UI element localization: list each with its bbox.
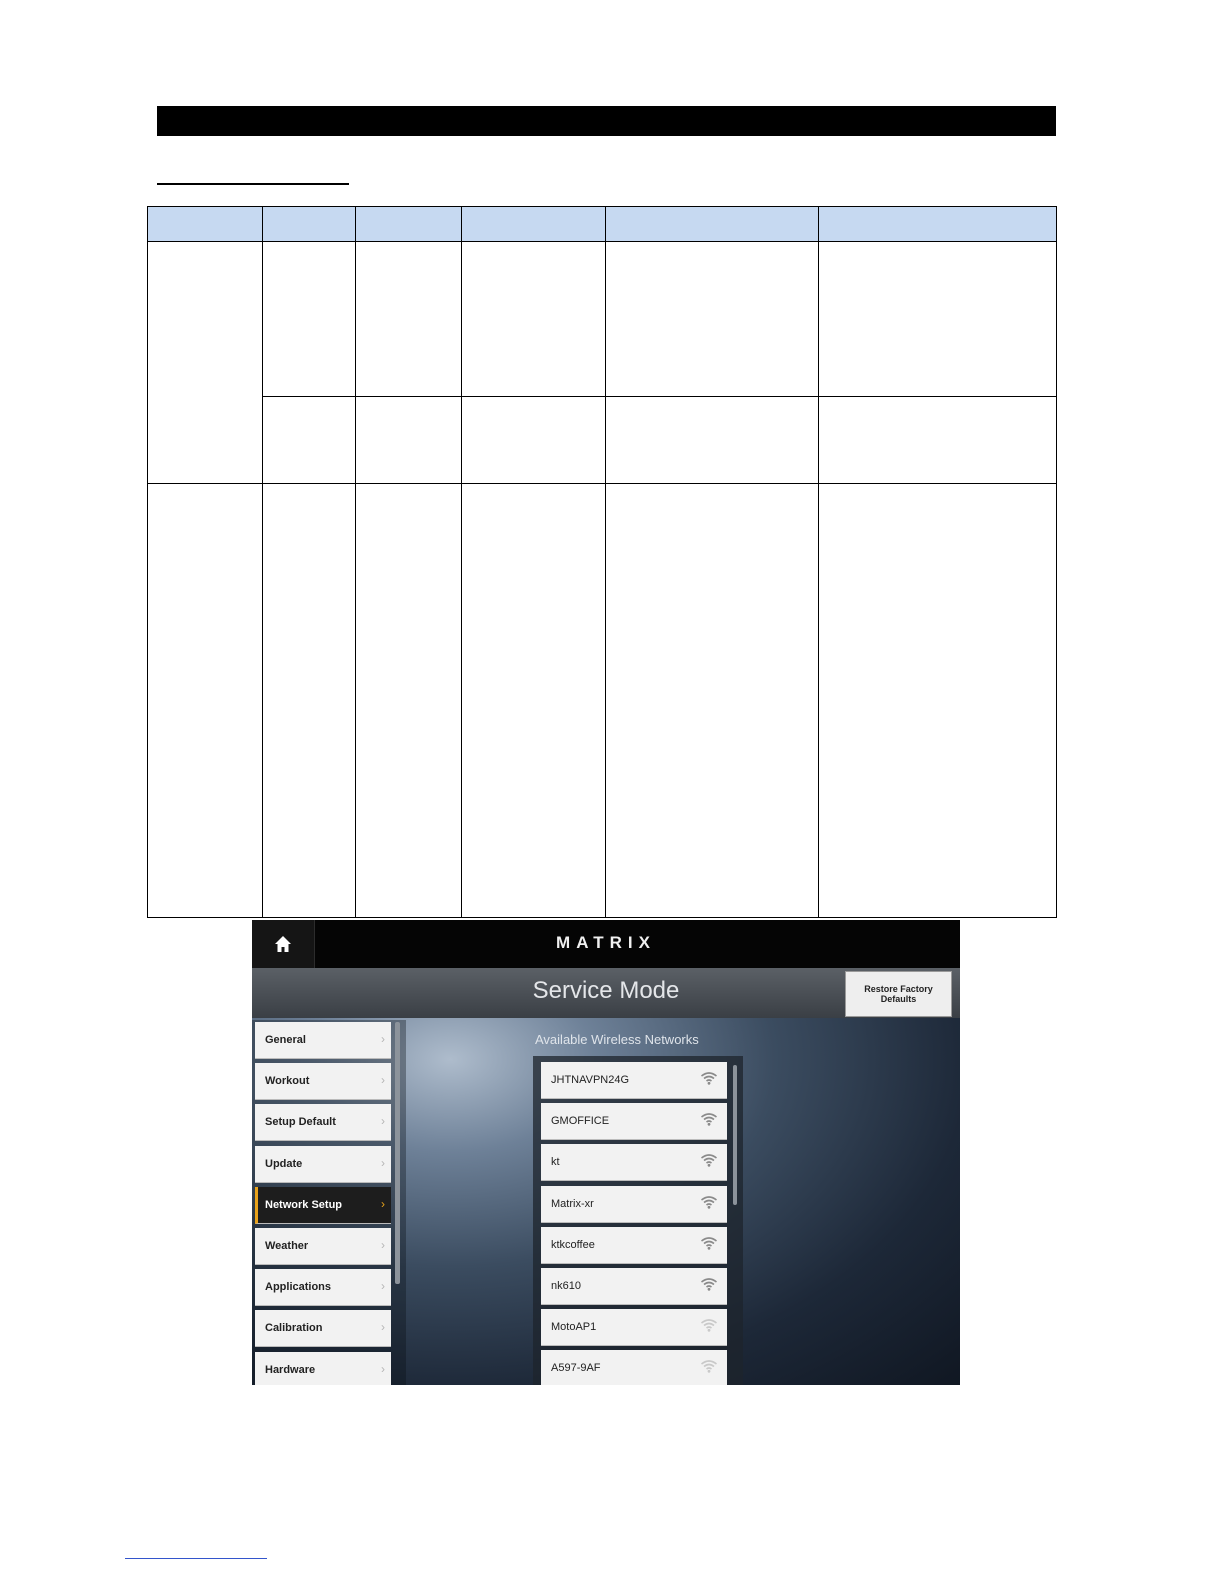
page-title: Service Mode xyxy=(532,977,680,1004)
networks-heading: Available Wireless Networks xyxy=(535,1032,699,1047)
header-cell xyxy=(819,207,1057,242)
menu-item-hardware[interactable] xyxy=(255,1352,391,1385)
wifi-icon xyxy=(700,1359,718,1373)
menu-item-setup-default[interactable] xyxy=(255,1104,391,1141)
chevron-right-icon: › xyxy=(381,1361,385,1376)
chevron-right-icon: › xyxy=(381,1238,385,1252)
network-item[interactable] xyxy=(541,1103,727,1140)
network-name: nk610 xyxy=(551,1280,581,1292)
header-cell xyxy=(356,207,462,242)
table-cell xyxy=(819,484,1057,918)
menu-item-label: General xyxy=(265,1034,306,1046)
network-item[interactable] xyxy=(541,1144,727,1181)
menu-item-label: Calibration xyxy=(265,1322,323,1335)
menu-item-network-setup[interactable] xyxy=(255,1187,391,1224)
menu-item-label: Hardware xyxy=(265,1363,316,1376)
menu-item-update[interactable] xyxy=(255,1146,391,1183)
network-name: JHTNAVPN24G xyxy=(551,1074,630,1086)
table-row xyxy=(148,242,1057,397)
menu-item-weather[interactable] xyxy=(255,1228,391,1265)
service-mode-screenshot xyxy=(252,920,960,1385)
underlined-heading xyxy=(157,183,349,185)
table-cell xyxy=(356,397,462,484)
chevron-right-icon: › xyxy=(381,1032,385,1046)
menu-item-label: Network Setup xyxy=(265,1198,343,1211)
wifi-icon xyxy=(700,1236,718,1250)
network-name: A597-9AF xyxy=(551,1362,601,1375)
section-header-bar xyxy=(157,106,1056,136)
restore-factory-defaults-button[interactable]: Restore Factory Defaults xyxy=(845,971,952,1017)
table-cell xyxy=(606,397,819,484)
table-cell xyxy=(356,484,462,918)
network-list-panel xyxy=(533,1056,743,1385)
table-cell xyxy=(606,484,819,918)
chevron-right-icon: › xyxy=(381,1155,385,1170)
chevron-right-icon: › xyxy=(381,1073,385,1088)
wifi-icon xyxy=(700,1071,718,1085)
wifi-icon xyxy=(700,1277,718,1291)
table-row xyxy=(148,484,1057,918)
network-item[interactable] xyxy=(541,1309,727,1346)
menu-item-label: Workout xyxy=(265,1075,310,1088)
header-cell xyxy=(462,207,606,242)
menu-item-label: Update xyxy=(265,1157,303,1170)
table-cell xyxy=(462,242,606,397)
wifi-icon xyxy=(700,1112,718,1126)
table-cell xyxy=(462,484,606,918)
document-table xyxy=(147,206,1057,918)
chevron-right-icon: › xyxy=(381,1196,385,1211)
network-scrollbar[interactable] xyxy=(733,1065,737,1205)
table-cell xyxy=(606,242,819,397)
wifi-icon xyxy=(700,1318,718,1332)
network-item[interactable] xyxy=(541,1062,727,1099)
chevron-right-icon: › xyxy=(381,1320,385,1335)
table-cell xyxy=(356,242,462,397)
header-cell xyxy=(148,207,263,242)
header-cell xyxy=(263,207,356,242)
top-bar xyxy=(252,920,960,968)
table-header-row xyxy=(148,207,1057,242)
network-name: ktkcoffee xyxy=(551,1238,595,1251)
table-cell xyxy=(148,242,263,484)
menu-item-applications[interactable] xyxy=(255,1269,391,1306)
menu-item-label: Weather xyxy=(265,1240,309,1252)
brand-logo: MATRIX xyxy=(556,933,656,952)
menu-item-workout[interactable] xyxy=(255,1063,391,1100)
menu-item-label: Applications xyxy=(265,1281,332,1294)
table-cell xyxy=(263,397,356,484)
network-item[interactable] xyxy=(541,1227,727,1264)
wifi-icon xyxy=(700,1195,718,1209)
table-cell xyxy=(819,242,1057,397)
table-cell xyxy=(148,484,263,918)
network-name: Matrix-xr xyxy=(551,1197,594,1210)
table-cell xyxy=(263,242,356,397)
header-cell xyxy=(606,207,819,242)
table-row xyxy=(148,397,1057,484)
footnote-link-underline xyxy=(125,1558,267,1559)
chevron-right-icon: › xyxy=(381,1279,385,1294)
network-item[interactable] xyxy=(541,1186,727,1223)
network-name: kt xyxy=(551,1156,560,1169)
table-cell xyxy=(819,397,1057,484)
menu-scrollbar[interactable] xyxy=(395,1022,400,1284)
chevron-right-icon: › xyxy=(381,1114,385,1129)
network-item[interactable] xyxy=(541,1268,727,1305)
menu-item-label: Setup Default xyxy=(265,1116,336,1129)
menu-item-general[interactable] xyxy=(255,1022,391,1059)
network-name: GMOFFICE xyxy=(551,1115,610,1128)
network-name: MotoAP1 xyxy=(551,1321,597,1334)
wifi-icon xyxy=(700,1153,718,1167)
network-item[interactable] xyxy=(541,1350,727,1385)
menu-item-calibration[interactable] xyxy=(255,1310,391,1347)
table-cell xyxy=(462,397,606,484)
table-cell xyxy=(263,484,356,918)
